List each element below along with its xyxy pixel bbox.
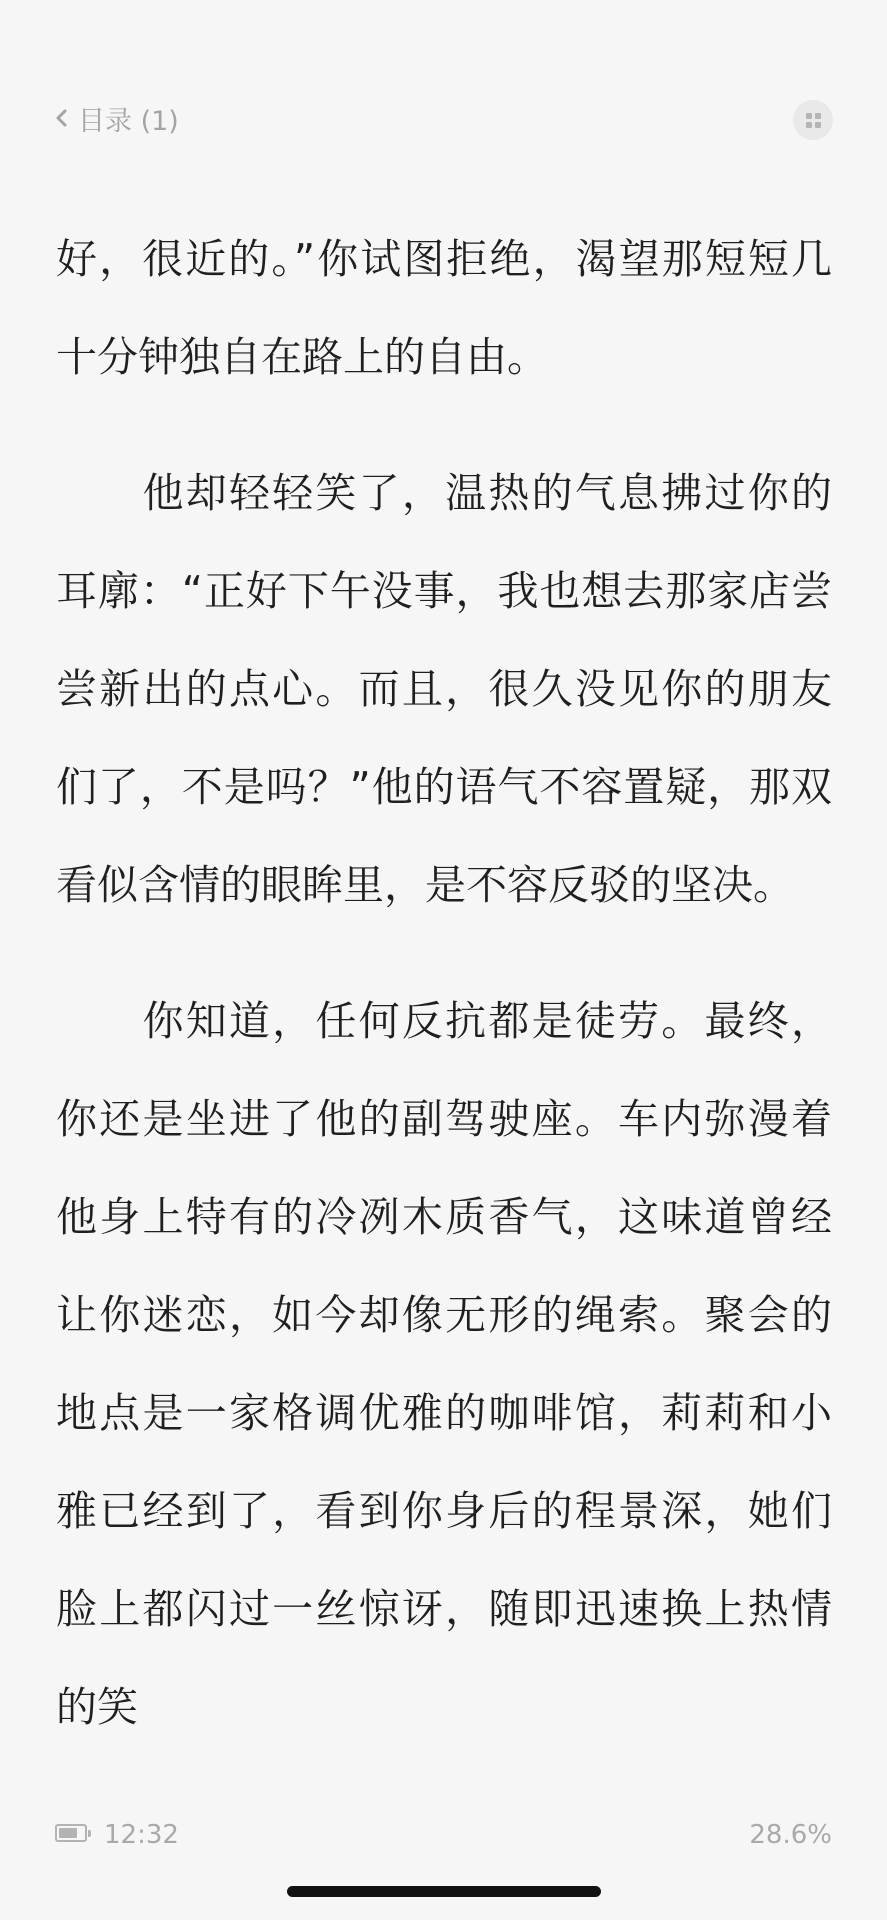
clock-time: 12:32 bbox=[104, 1820, 179, 1850]
grid-menu-button[interactable] bbox=[793, 100, 833, 140]
reader-status-bar bbox=[0, 1815, 887, 1855]
chevron-left-icon bbox=[52, 103, 72, 133]
toc-back-label: 目录 (1) bbox=[78, 105, 179, 137]
grid-icon bbox=[806, 113, 821, 128]
reader-header bbox=[0, 96, 887, 140]
paragraph-3: 你知道，任何反抗都是徒劳。最终，你还是坐进了他的副驾驶座。车内弥漫着他身上特有的冷冽木质香气，这味道曾经让你迷恋，如今却像无形的绳索。聚会的地点是一家格调优雅的咖啡馆，莉莉和小雅已经到了，看到你身后的程景深，她们脸上都闪过一丝惊讶，随即迅速换上热情的笑 bbox=[56, 997, 832, 1731]
reading-progress: 28.6% bbox=[749, 1820, 832, 1850]
reading-text-area bbox=[56, 210, 832, 1756]
paragraph-2: 他却轻轻笑了，温热的气息拂过你的耳廓：“正好下午没事，我也想去那家店尝尝新出的点心。而且，很久没见你的朋友们了，不是吗？”他的语气不容置疑，那双看似含情的眼眸里，是不容反驳的坚决。 bbox=[56, 469, 832, 909]
battery-icon bbox=[55, 1824, 87, 1842]
home-indicator[interactable] bbox=[287, 1886, 601, 1897]
paragraph-1: 好，很近的。”你试图拒绝，渴望那短短几十分钟独自在路上的自由。 bbox=[56, 235, 832, 381]
toc-back-button[interactable] bbox=[52, 96, 179, 140]
